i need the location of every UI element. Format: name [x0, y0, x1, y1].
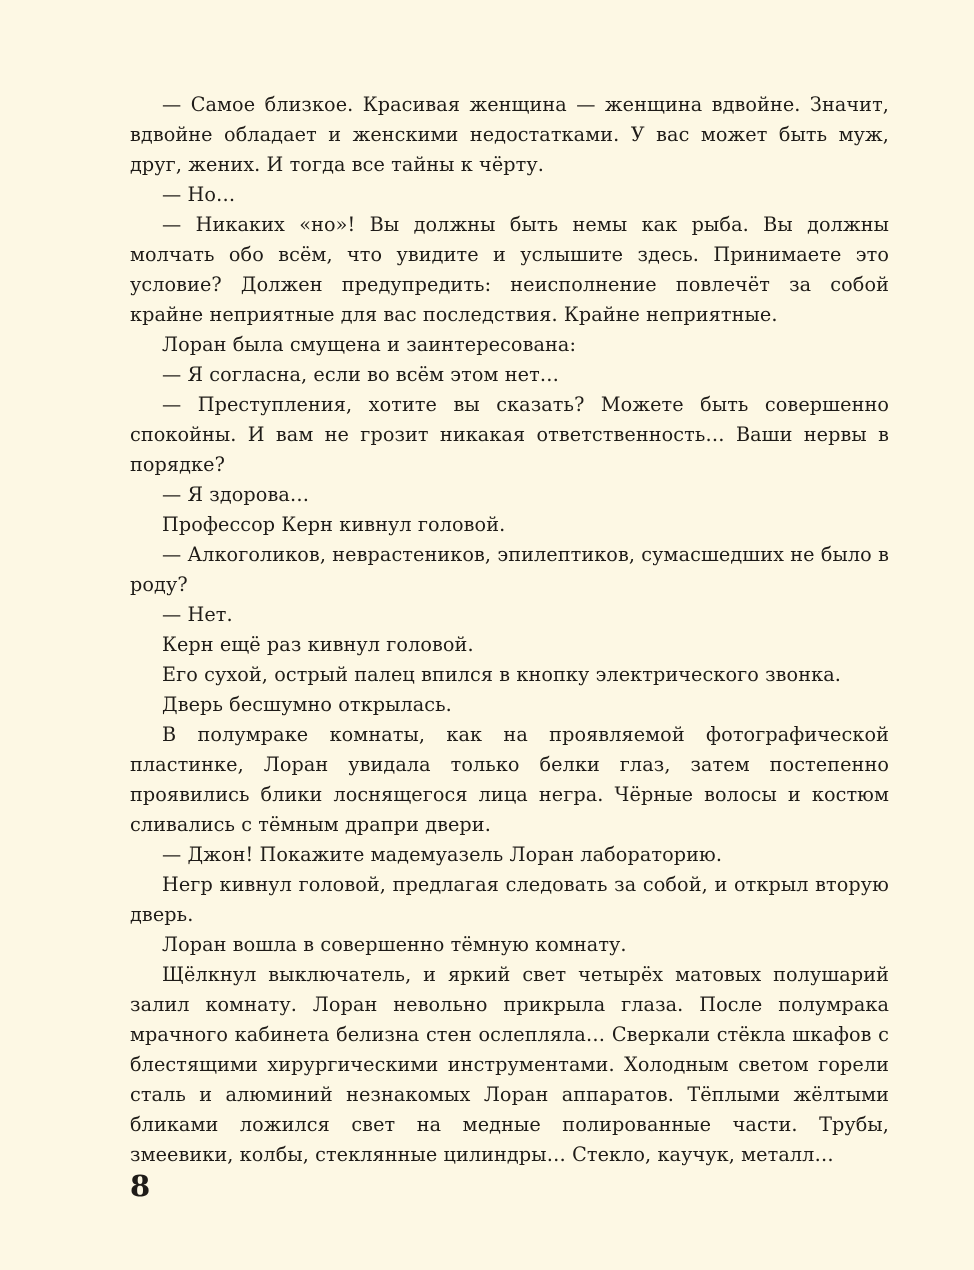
paragraph: — Я здорова…: [162, 483, 310, 506]
paragraph: Негр кивнул головой, предлагая следовать за собой, и открыл вторую дверь.: [130, 873, 889, 926]
paragraph: — Я согласна, если во всём этом нет…: [162, 363, 560, 386]
paragraph: Щёлкнул выключатель, и яркий свет четырёх матовых полушарий залил комнату. Лоран невольно прикрыла глаза. После полумрака мрачного кабинета белизна стен ослепляла… Сверкали стёкла шкафов с блестящими хирургическими инструментами. Холодным светом горели сталь и алюминий незнакомых Лоран аппаратов. Тёплыми жёлтыми бликами ложился свет на медные полированные части. Трубы, змеевики, колбы, стеклянные цилиндры… Стекло, каучук, металл…: [130, 963, 889, 1166]
paragraph: — Самое близкое. Красивая женщина — женщина вдвойне. Значит, вдвойне обладает и женскими недостатками. У вас может быть муж, друг, жених. И тогда все тайны к чёрту.: [130, 93, 889, 176]
paragraph: — Никаких «но»! Вы должны быть немы как рыба. Вы должны молчать обо всём, что увидите и услышите здесь. Принимаете это условие? Должен предупредить: неисполнение повлечёт за собой крайне неприятные для вас последствия. Крайне неприятные.: [130, 213, 889, 326]
paragraph: Керн ещё раз кивнул головой.: [162, 633, 474, 656]
paragraph: Лоран была смущена и заинтересована:: [162, 333, 577, 356]
paragraph: Профессор Керн кивнул головой.: [162, 513, 506, 536]
page-text: [130, 90, 889, 1170]
paragraph: — Но…: [162, 183, 236, 206]
paragraph: — Преступления, хотите вы сказать? Можете быть совершенно спокойны. И вам не грозит никакая ответственность… Ваши нервы в порядке?: [130, 393, 889, 476]
paragraph: Его сухой, острый палец впился в кнопку электрического звонка.: [162, 663, 841, 686]
paragraph: В полумраке комнаты, как на проявляемой фотографической пластинке, Лоран увидала только белки глаз, затем постепенно проявились блики лоснящегося лица негра. Чёрные волосы и костюм сливались с тёмным драпри двери.: [130, 723, 889, 836]
paragraph: Лоран вошла в совершенно тёмную комнату.: [162, 933, 627, 956]
paragraph: — Джон! Покажите мадемуазель Лоран лабораторию.: [162, 843, 723, 866]
paragraph: Дверь бесшумно открылась.: [162, 693, 452, 716]
paragraph: — Алкоголиков, неврастеников, эпилептиков, сумасшедших не было в роду?: [130, 543, 889, 596]
paragraph: — Нет.: [162, 603, 233, 626]
page-number: 8: [130, 1169, 151, 1203]
